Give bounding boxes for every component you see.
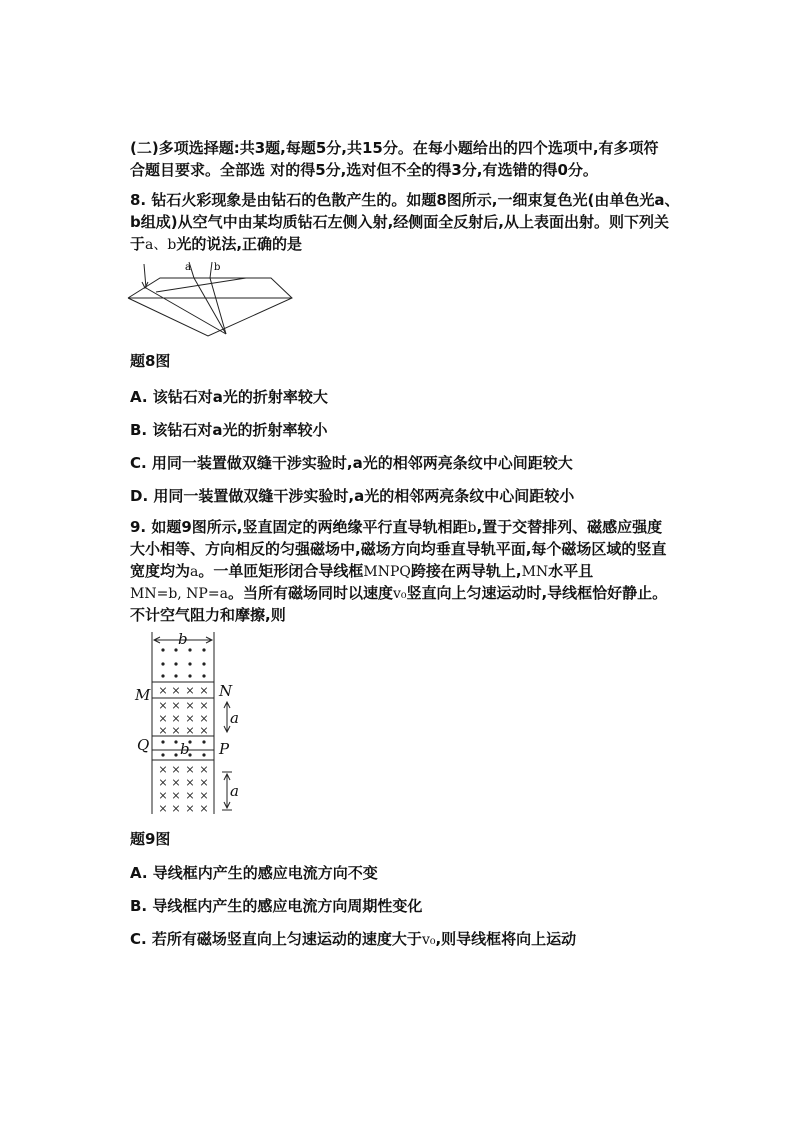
q9-stem-line-1 — [130, 516, 662, 539]
svg-text:×: × — [185, 789, 195, 802]
svg-text:×: × — [199, 789, 209, 802]
q9-option-b: B. 导线框内产生的感应电流方向周期性变化 — [130, 897, 423, 915]
section-heading-line-1: (二)多项选择题:共3题,每题5分,共15分。在每小题给出的四个选项中,有多项符 — [130, 139, 659, 157]
svg-text:×: × — [158, 699, 168, 712]
q9-stem-line-3 — [130, 560, 593, 583]
ray-b-out — [210, 262, 212, 278]
svg-text:×: × — [171, 724, 181, 737]
q8-stem-line-3-post: 光的说法,正确的是 — [176, 235, 303, 253]
q8-stem-line-1: 8. 钻石火彩现象是由钻石的色散产生的。如题8图所示,一细束复色光(由单色光a、 — [130, 191, 680, 209]
q8-stem-line-3 — [130, 233, 302, 256]
svg-text:×: × — [158, 724, 168, 737]
q8-option-b: B. 该钻石对a光的折射率较小 — [130, 421, 328, 439]
svg-text:×: × — [158, 802, 168, 815]
q9-rail-figure — [130, 628, 250, 818]
q9-line3-post2: 跨接在两导轨上, — [410, 562, 522, 580]
svg-text:×: × — [171, 776, 181, 789]
q9-stem-line-5: 不计空气阻力和摩擦,则 — [130, 606, 286, 624]
label-a1: a — [230, 709, 239, 727]
svg-text:×: × — [199, 684, 209, 697]
q9-line3-var: a — [190, 564, 199, 580]
svg-text:×: × — [171, 699, 181, 712]
q8-stem-vars: a、b — [145, 237, 177, 253]
svg-text:×: × — [185, 776, 195, 789]
svg-text:×: × — [158, 763, 168, 776]
q9-stem-line-4 — [130, 582, 667, 605]
label-a2: a — [230, 782, 239, 800]
label-N: N — [219, 682, 233, 700]
q8-stem-line-2: b组成)从空气中由某均质钻石左侧入射,经侧面全反射后,从上表面出射。则下列关 — [130, 213, 669, 231]
internal-ray-1 — [146, 288, 226, 334]
ray-b-inside — [210, 278, 226, 334]
q9-line4-var2: v₀ — [392, 586, 407, 602]
q9-line3-post3: 水平且 — [548, 562, 594, 580]
svg-text:×: × — [185, 724, 195, 737]
q8-option-c: C. 用同一装置做双缝干涉实验时,a光的相邻两亮条纹中心间距较大 — [130, 454, 573, 472]
q9-line4-post: 竖直向上匀速运动时,导线框恰好静止。 — [406, 584, 668, 602]
svg-text:×: × — [171, 802, 181, 815]
svg-text:×: × — [171, 712, 181, 725]
q8-option-d: D. 用同一装置做双缝干涉实验时,a光的相邻两亮条纹中心间距较小 — [130, 487, 575, 505]
svg-text:×: × — [158, 712, 168, 725]
label-b: b — [214, 262, 221, 273]
incident-ray — [144, 264, 146, 288]
svg-text:×: × — [185, 699, 195, 712]
label-a: a — [185, 262, 191, 273]
q9-option-c-post: ,则导线框将向上运动 — [435, 930, 577, 948]
q9-line4-var: MN=b, NP=a — [130, 586, 228, 602]
q9-line3-var2: MNPQ — [363, 564, 411, 580]
svg-text:×: × — [171, 684, 181, 697]
svg-text:×: × — [171, 763, 181, 776]
svg-text:×: × — [185, 763, 195, 776]
label-Q: Q — [137, 736, 150, 754]
ray-a-inside — [194, 278, 226, 334]
label-M: M — [135, 686, 151, 704]
q9-line3-var3: MN — [521, 564, 549, 580]
q9-line4-pre: 。当所有磁场同时以速度 — [227, 584, 393, 602]
q8-diamond-figure — [126, 260, 296, 340]
svg-text:×: × — [158, 776, 168, 789]
svg-text:×: × — [185, 684, 195, 697]
svg-text:×: × — [171, 789, 181, 802]
svg-text:×: × — [185, 802, 195, 815]
q9-option-c-pre: C. 若所有磁场竖直向上匀速运动的速度大于 — [130, 930, 422, 948]
svg-text:×: × — [185, 712, 195, 725]
q9-line1-pre: 9. 如题9图所示,竖直固定的两绝缘平行直导轨相距 — [130, 518, 468, 536]
q9-line3-pre: 宽度均为 — [130, 562, 191, 580]
svg-text:×: × — [199, 699, 209, 712]
svg-text:×: × — [199, 712, 209, 725]
q9-line3-post: 。一单匝矩形闭合导线框 — [198, 562, 364, 580]
q9-line1-var: b — [467, 520, 477, 536]
label-b-top: b — [178, 630, 188, 648]
svg-text:×: × — [158, 684, 168, 697]
svg-text:×: × — [199, 724, 209, 737]
q9-stem-line-2: 大小相等、方向相反的匀强磁场中,磁场方向均垂直导轨平面,每个磁场区域的竖直 — [130, 540, 667, 558]
svg-text:×: × — [199, 802, 209, 815]
svg-text:×: × — [199, 763, 209, 776]
q8-option-a: A. 该钻石对a光的折射率较大 — [130, 388, 328, 406]
q9-option-c-var: v₀ — [421, 932, 436, 948]
q8-figure-caption: 题8图 — [130, 352, 171, 370]
incident-arrow — [142, 282, 148, 288]
q9-option-c — [130, 928, 576, 951]
label-b-mid: b — [180, 740, 190, 758]
label-P: P — [219, 740, 230, 758]
q9-option-a: A. 导线框内产生的感应电流方向不变 — [130, 864, 378, 882]
svg-text:×: × — [199, 776, 209, 789]
svg-text:×: × — [158, 789, 168, 802]
q9-line1-post: ,置于交替排列、磁感应强度 — [476, 518, 663, 536]
q8-stem-line-3-pre: 于 — [130, 235, 146, 253]
section-heading-line-2: 合题目要求。全部选 对的得5分,选对但不全的得3分,有选错的得0分。 — [130, 161, 598, 179]
q9-figure-caption: 题9图 — [130, 830, 171, 848]
